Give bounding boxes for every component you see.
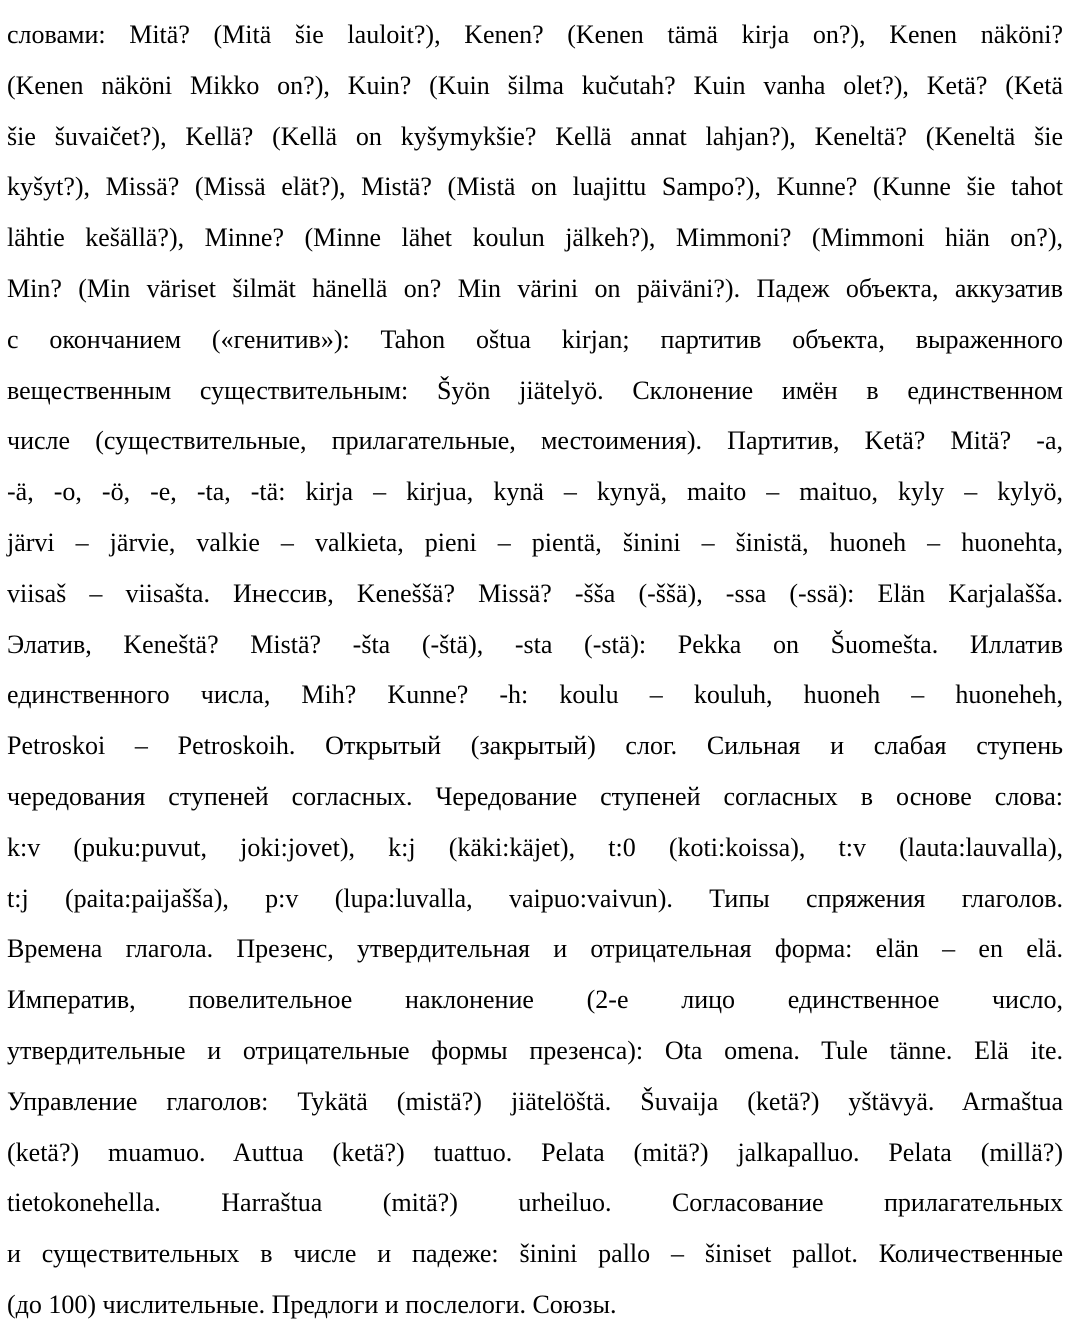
line-text: šie šuvaičet?), Kellä? (Kellä on kyšymykšie? Kellä annat lahjan?), Keneltä? (Keneltä šie — [7, 121, 1063, 151]
line-text: (до 100) числительные. Предлоги и послелоги. Союзы. — [7, 1289, 617, 1319]
line-text: Min? (Min väriset šilmät hänellä on? Min värini on päiväni?). Падеж объекта, аккузатив — [7, 273, 1063, 303]
line-text: (ketä?) muamuo. Auttua (ketä?) tuattuo. Pelata (mitä?) jalkapalluo. Pelata (millä?) — [7, 1137, 1063, 1167]
line-text: t:j (paita:paijašša), p:v (lupa:luvalla, vaipuo:vaivun). Типы спряжения глаголов. — [7, 883, 1063, 913]
text-line — [7, 112, 1063, 163]
line-text: и существительных в числе и падеже: šinini pallo – šiniset pallot. Количественные — [7, 1239, 1063, 1269]
line-text: järvi – järvie, valkie – valkieta, pieni – pientä, šinini – šinistä, huoneh – huonehta, — [7, 527, 1063, 557]
text-line — [7, 366, 1063, 417]
text-line — [7, 1229, 1063, 1280]
line-text: -ä, -o, -ö, -e, -ta, -tä: kirja – kirjua, kynä – kynyä, maito – maituo, kyly – kylyö, — [7, 477, 1063, 507]
text-line — [7, 264, 1063, 315]
text-line — [7, 162, 1063, 213]
line-text: Petroskoi – Petroskoih. Открытый (закрытый) слог. Сильная и слабая ступень — [7, 731, 1063, 761]
line-text: числе (существительные, прилагательные, местоимения). Партитив, Ketä? Mitä? -a, — [7, 426, 1063, 456]
text-line — [7, 416, 1063, 467]
text-line — [7, 1077, 1063, 1128]
line-text: tietokonehella. Harraštua (mitä?) urheiluo. Согласование прилагательных — [7, 1188, 1063, 1218]
text-line — [7, 569, 1063, 620]
text-line — [7, 467, 1063, 518]
line-text: вещественным существительным: Šyön jiätelyö. Склонение имён в единственном — [7, 375, 1063, 405]
line-text: единственного числа, Mih? Kunne? -h: koulu – kouluh, huoneh – huoneheh, — [7, 680, 1063, 710]
line-text: Времена глагола. Презенс, утвердительная и отрицательная форма: elän – en elä. — [7, 934, 1063, 964]
line-text: словами: Mitä? (Mitä šie lauloit?), Kenen? (Kenen tämä kirja on?), Kenen näköni? — [7, 20, 1063, 49]
text-line — [7, 620, 1063, 671]
text-line — [7, 874, 1063, 925]
text-line-last — [7, 1280, 1063, 1331]
line-text: Элатив, Keneštä? Mistä? -šta (-štä), -sta (-stä): Pekka on Šuomešta. Иллатив — [7, 629, 1063, 659]
text-line — [7, 721, 1063, 772]
text-line — [7, 823, 1063, 874]
text-line — [7, 924, 1063, 975]
text-line — [7, 1026, 1063, 1077]
line-text: lähtie kešällä?), Minne? (Minne lähet koulun jälkeh?), Mimmoni? (Mimmoni hiän on?), — [7, 223, 1063, 253]
line-text: (Kenen näköni Mikko on?), Kuin? (Kuin šilma kučutah? Kuin vanha olet?), Ketä? (Ketä — [7, 70, 1063, 100]
line-text: утвердительные и отрицательные формы презенса): Ota omena. Tule tänne. Elä ite. — [7, 1035, 1063, 1065]
text-line — [7, 670, 1063, 721]
text-line — [7, 61, 1063, 112]
line-text: viisaš – viisašta. Инессив, Keneššä? Missä? -šša (-ššä), -ssa (-ssä): Elän Karjalašša. — [7, 578, 1063, 608]
text-line — [7, 772, 1063, 823]
text-line — [7, 1128, 1063, 1179]
text-line — [7, 975, 1063, 1026]
line-text: чередования ступеней согласных. Чередование ступеней согласных в основе слова: — [7, 781, 1063, 811]
text-line — [7, 213, 1063, 264]
line-text: k:v (puku:puvut, joki:jovet), k:j (käki:käjet), t:0 (koti:koissa), t:v (lauta:lauvalla), — [7, 832, 1063, 862]
line-text: Управление глаголов: Tykätä (mistä?) jiätelöštä. Šuvaija (ketä?) yštävyä. Armaštua — [7, 1086, 1063, 1116]
text-line — [7, 518, 1063, 569]
document-page — [7, 10, 1063, 1331]
line-text: Императив, повелительное наклонение (2-е лицо единственное число, — [7, 985, 1063, 1015]
line-text: с окончанием («генитив»): Tahon oštua kirjan; партитив объекта, выраженного — [7, 324, 1063, 354]
text-line — [7, 10, 1063, 61]
text-line — [7, 315, 1063, 366]
text-line — [7, 1178, 1063, 1229]
line-text: kyšyt?), Missä? (Missä elät?), Mistä? (Mistä on luajittu Sampo?), Kunne? (Kunne šie tahot — [7, 172, 1063, 202]
